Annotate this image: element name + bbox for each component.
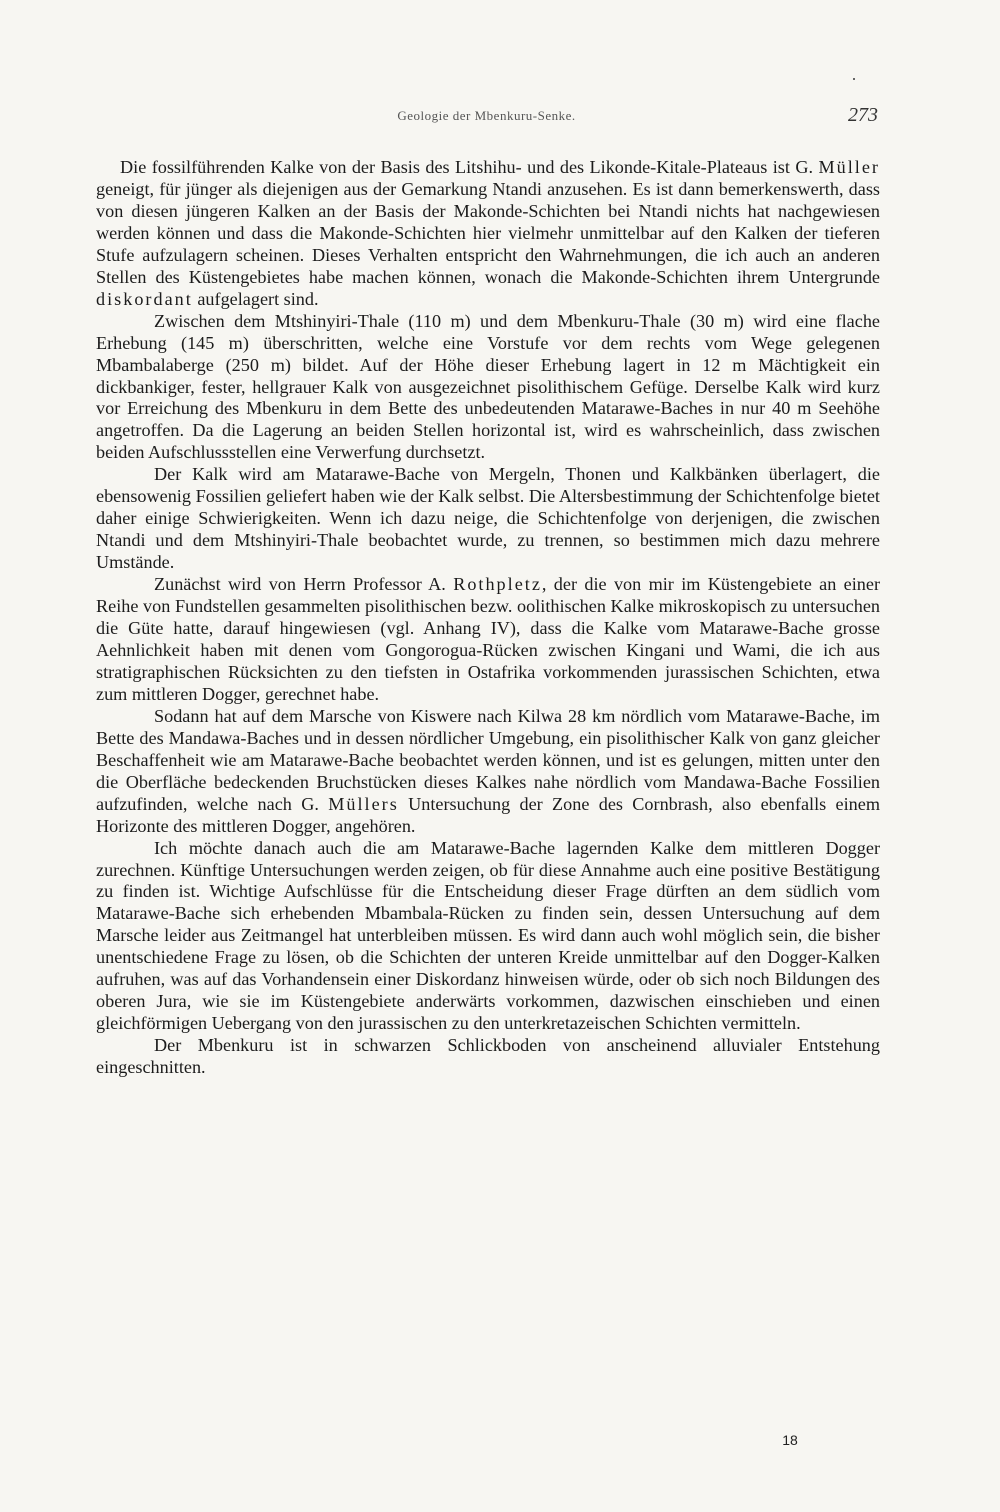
- running-head: Geologie der Mbenkuru-Senke.: [397, 108, 576, 123]
- body-text: [96, 157, 880, 1079]
- paragraph: [96, 838, 880, 1036]
- paragraph: [96, 464, 880, 574]
- paragraph: [96, 1035, 880, 1079]
- scan-speck: [853, 78, 855, 80]
- text-segment: Der Mbenkuru ist in schwarzen Schlickboden von anscheinend alluvialer Entstehung eingeschnitten.: [96, 1035, 880, 1078]
- text-segment: , der die von mir im Küstengebiete an einer Reihe von Fundstellen gesammelten pisolithischen bezw. oolithischen Kalke mikroskopisch zu untersuchen die Güte hatte, darauf hingewiesen (vgl. Anhang IV), dass die Kalke vom Matarawe-Bache grosse Aehnlichkeit haben mit denen vom Gongorogua-Rücken zwischen Kingani und Wami, die ich aus stratigraphischen Rücksichten zu den tiefsten in Ostafrika vorkommenden jurassischen Schichten, etwa zum mittleren Dogger, gerechnet habe.: [96, 574, 880, 704]
- text-segment: Untersuchung der Zone des Cornbrash, also ebenfalls einem Horizonte des mittleren Dogger, angehören.: [96, 793, 880, 836]
- text-segment: Der Kalk wird am Matarawe-Bache von Mergeln, Thonen und Kalkbänken überlagert, die ebensowenig Fossilien geliefert haben wie der Kalk selbst. Die Altersbestimmung der Schichtenfolge bietet daher einige Schwierigkeiten. Wenn ich dazu neige, die Schichtenfolge von derjenigen, die zwischen Ntandi und dem Mtshinyiri-Thale beobachtet wurde, zu trennen, so bestimmen mich dazu mehrere Umstände.: [96, 464, 880, 573]
- text-segment: geneigt, für jünger als diejenigen aus der Gemarkung Ntandi anzusehen. Es ist dann bemerkenswerth, dass von diesen jüngeren Kalken an der Basis der Makonde-Schichten bei Ntandi nichts hat nachgewiesen werden können und dass die Makonde-Schichten hier vielmehr unmittelbar auf den Kalken der tieferen Stufe aufzulagern scheinen. Dieses Verhalten entspricht den Wahrnehmungen, die ich auch an anderen Stellen des Küstengebietes habe machen können, wonach die Makonde-Schichten ihrem Untergrunde: [96, 178, 880, 287]
- paragraph: [96, 157, 880, 311]
- text-segment: Zunächst wird von Herrn Professor A.: [154, 574, 454, 595]
- page-number: 273: [848, 104, 878, 126]
- text-segment: aufgelagert sind.: [192, 288, 319, 309]
- signature-mark: 18: [782, 1432, 798, 1448]
- text-segment: Sodann hat auf dem Marsche von Kiswere nach Kilwa 28 km nördlich vom Matarawe-Bache, im Bette des Mandawa-Baches und in dessen nördlicher Umgebung, ein pisolithischer Kalk von ganz gleicher Beschaffenheit wie am Matarawe-Bache beobachtet werden können, und ist es gelungen, mitten unter den die Oberfläche bedeckenden Bruchstücken dieses Kalkes nahe nördlich vom Mandawa-Bache Fossilien aufzufinden, welche nach G.: [96, 705, 880, 814]
- text-segment: Zwischen dem Mtshinyiri-Thale (110 m) und dem Mbenkuru-Thale (30 m) wird eine flache Erhebung (145 m) überschritten, welche eine Vorstufe vor dem rechts vom Wege gelegenen Mbambalaberge (250 m) bildet. Auf der Höhe dieser Erhebung lagert in 12 m Mächtigkeit ein dickbankiger, fester, hellgrauer Kalk von ausgezeichnet pisolithischem Gefüge. Derselbe Kalk wird kurz vor Erreichung des Mbenkuru in dem Bette des unbedeutenden Matarawe-Baches in nur 40 m Seehöhe angetroffen. Da die Lagerung an beiden Stellen horizontal ist, wird es wahrscheinlich, dass zwischen beiden Aufschlussstellen eine Verwerfung durchsetzt.: [96, 310, 880, 463]
- spaced-name: diskordant: [96, 288, 193, 309]
- paragraph: [96, 706, 880, 838]
- page-header: [95, 104, 878, 134]
- paragraph: [96, 574, 880, 706]
- spaced-name: Rothpletz: [453, 574, 542, 595]
- spaced-name: Müller: [818, 157, 880, 177]
- paragraph: [96, 311, 880, 465]
- spaced-name: Müllers: [328, 793, 399, 814]
- text-segment: Die fossilführenden Kalke von der Basis des Litshihu- und des Likonde-Kitale-Plateaus ist G.: [120, 157, 819, 177]
- text-segment: Ich möchte danach auch die am Matarawe-Bache lagernden Kalke dem mittleren Dogger zurechnen. Künftige Untersuchungen werden zeigen, ob für diese Annahme auch eine positive Bestätigung zu finden ist. Wichtige Aufschlüsse für die Entscheidung dieser Frage dürften an dem südlich vom Matarawe-Bache sich erhebenden Mbambala-Rücken zu finden sein, dessen Untersuchung auf dem Marsche leider aus Zeitmangel hat unterbleiben müssen. Es wird dann auch wohl möglich sein, die bisher unentschiedene Frage zu lösen, ob die Schichten der unteren Kreide unmittelbar auf den Dogger-Kalken aufruhen, was auf das Vorhandensein einer Diskordanz hinweisen würde, oder ob sich noch Bildungen des oberen Jura, wie sie im Küstengebiete anderwärts vorkommen, dazwischen einschieben und einen gleichförmigen Uebergang von den jurassischen zu den unterkretazeischen Schichten vermitteln.: [96, 837, 880, 1034]
